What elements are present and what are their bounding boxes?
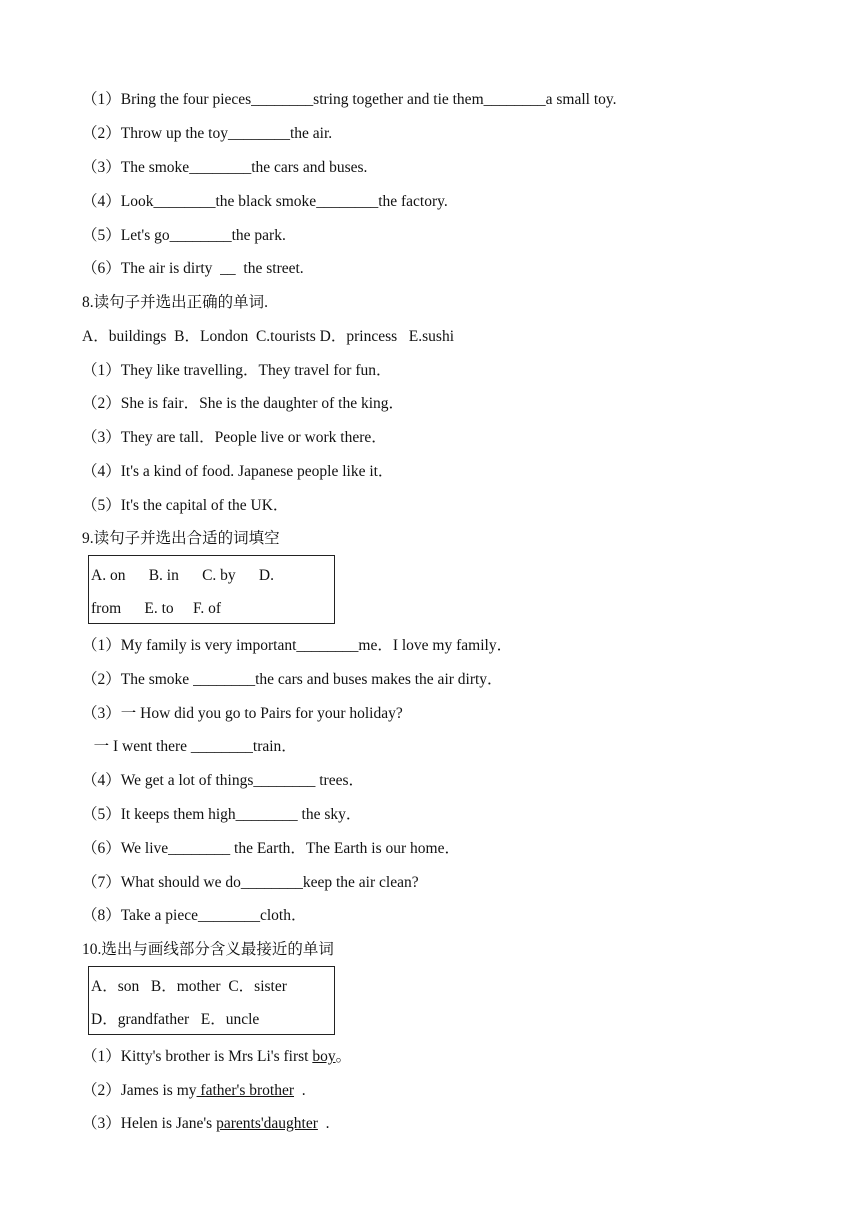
q9-item-6: （6）We live________ the Earth．The Earth is our home． <box>82 840 460 857</box>
q9-item-4: （4）We get a lot of things________ trees． <box>82 772 365 789</box>
q10-title: 10.选出与画线部分含义最接近的单词 <box>82 941 334 958</box>
q8-title: 8.读句子并选出正确的单词. <box>82 294 269 311</box>
q9-item-2: （2）The smoke ________the cars and buses makes the air dirty． <box>82 671 503 688</box>
q7-item-1: （1）Bring the four pieces________string together and tie them________a small toy. <box>82 91 617 108</box>
q8-options: A．buildings B．London C.tourists D．princess E.sushi <box>82 328 455 345</box>
q10-item-2-end: . <box>294 1082 306 1099</box>
q10-options-row-1: A．son B．mother C．sister <box>91 978 287 995</box>
q10-item-2-underlined: father's brother <box>196 1082 295 1099</box>
q9-item-5: （5）It keeps them high________ the sky． <box>82 806 362 823</box>
q7-item-5: （5）Let's go________the park. <box>82 227 286 244</box>
q10-item-2-text: （2）James is my <box>82 1082 197 1099</box>
q10-item-1-text: （1）Kitty's brother is Mrs Li's first <box>82 1048 313 1065</box>
q10-item-3-end: . <box>317 1115 330 1132</box>
q8-item-5: （5）It's the capital of the UK． <box>82 497 289 514</box>
q9-options-row-2: from E. to F. of <box>91 600 222 617</box>
q10-options-box <box>88 966 335 1035</box>
q9-item-1: （1）My family is very important________me．I love my family． <box>82 637 513 654</box>
q9-title: 9.读句子并选出合适的词填空 <box>82 530 280 547</box>
q10-item-3-text: （3）Helen is Jane's <box>82 1115 217 1132</box>
q10-item-1-underlined: boy <box>312 1048 336 1065</box>
q9-item-7: （7）What should we do________keep the air clean? <box>82 874 419 891</box>
q7-item-3: （3）The smoke________the cars and buses. <box>82 159 368 176</box>
q9-options-row-1: A. on B. in C. by D. <box>91 567 274 584</box>
q7-item-4: （4）Look________the black smoke________the factory. <box>82 193 448 210</box>
q9-options-box <box>88 555 335 624</box>
q10-item-3 <box>82 1114 330 1134</box>
q7-item-2: （2）Throw up the toy________the air. <box>82 125 333 142</box>
q10-item-1 <box>82 1047 351 1067</box>
q7-item-6: （6）The air is dirty __ the street. <box>82 260 304 277</box>
q10-options-row-2: D．grandfather E．uncle <box>91 1011 260 1028</box>
q8-item-1: （1）They like travelling．They travel for fun． <box>82 362 392 379</box>
q9-item-3: （3）一 How did you go to Pairs for your holiday? <box>82 705 403 722</box>
q8-item-4: （4）It's a kind of food. Japanese people like it． <box>82 463 394 480</box>
q8-item-2: （2）She is fair．She is the daughter of the king． <box>82 395 405 412</box>
q10-item-3-underlined: parents'daughter <box>216 1115 318 1132</box>
q10-item-1-end: 。 <box>335 1048 352 1065</box>
q9-item-3-reply: 一 I went there ________train． <box>82 738 297 755</box>
q10-item-2 <box>82 1081 306 1101</box>
q9-item-8: （8）Take a piece________cloth． <box>82 907 307 924</box>
q8-item-3: （3）They are tall．People live or work there． <box>82 429 387 446</box>
